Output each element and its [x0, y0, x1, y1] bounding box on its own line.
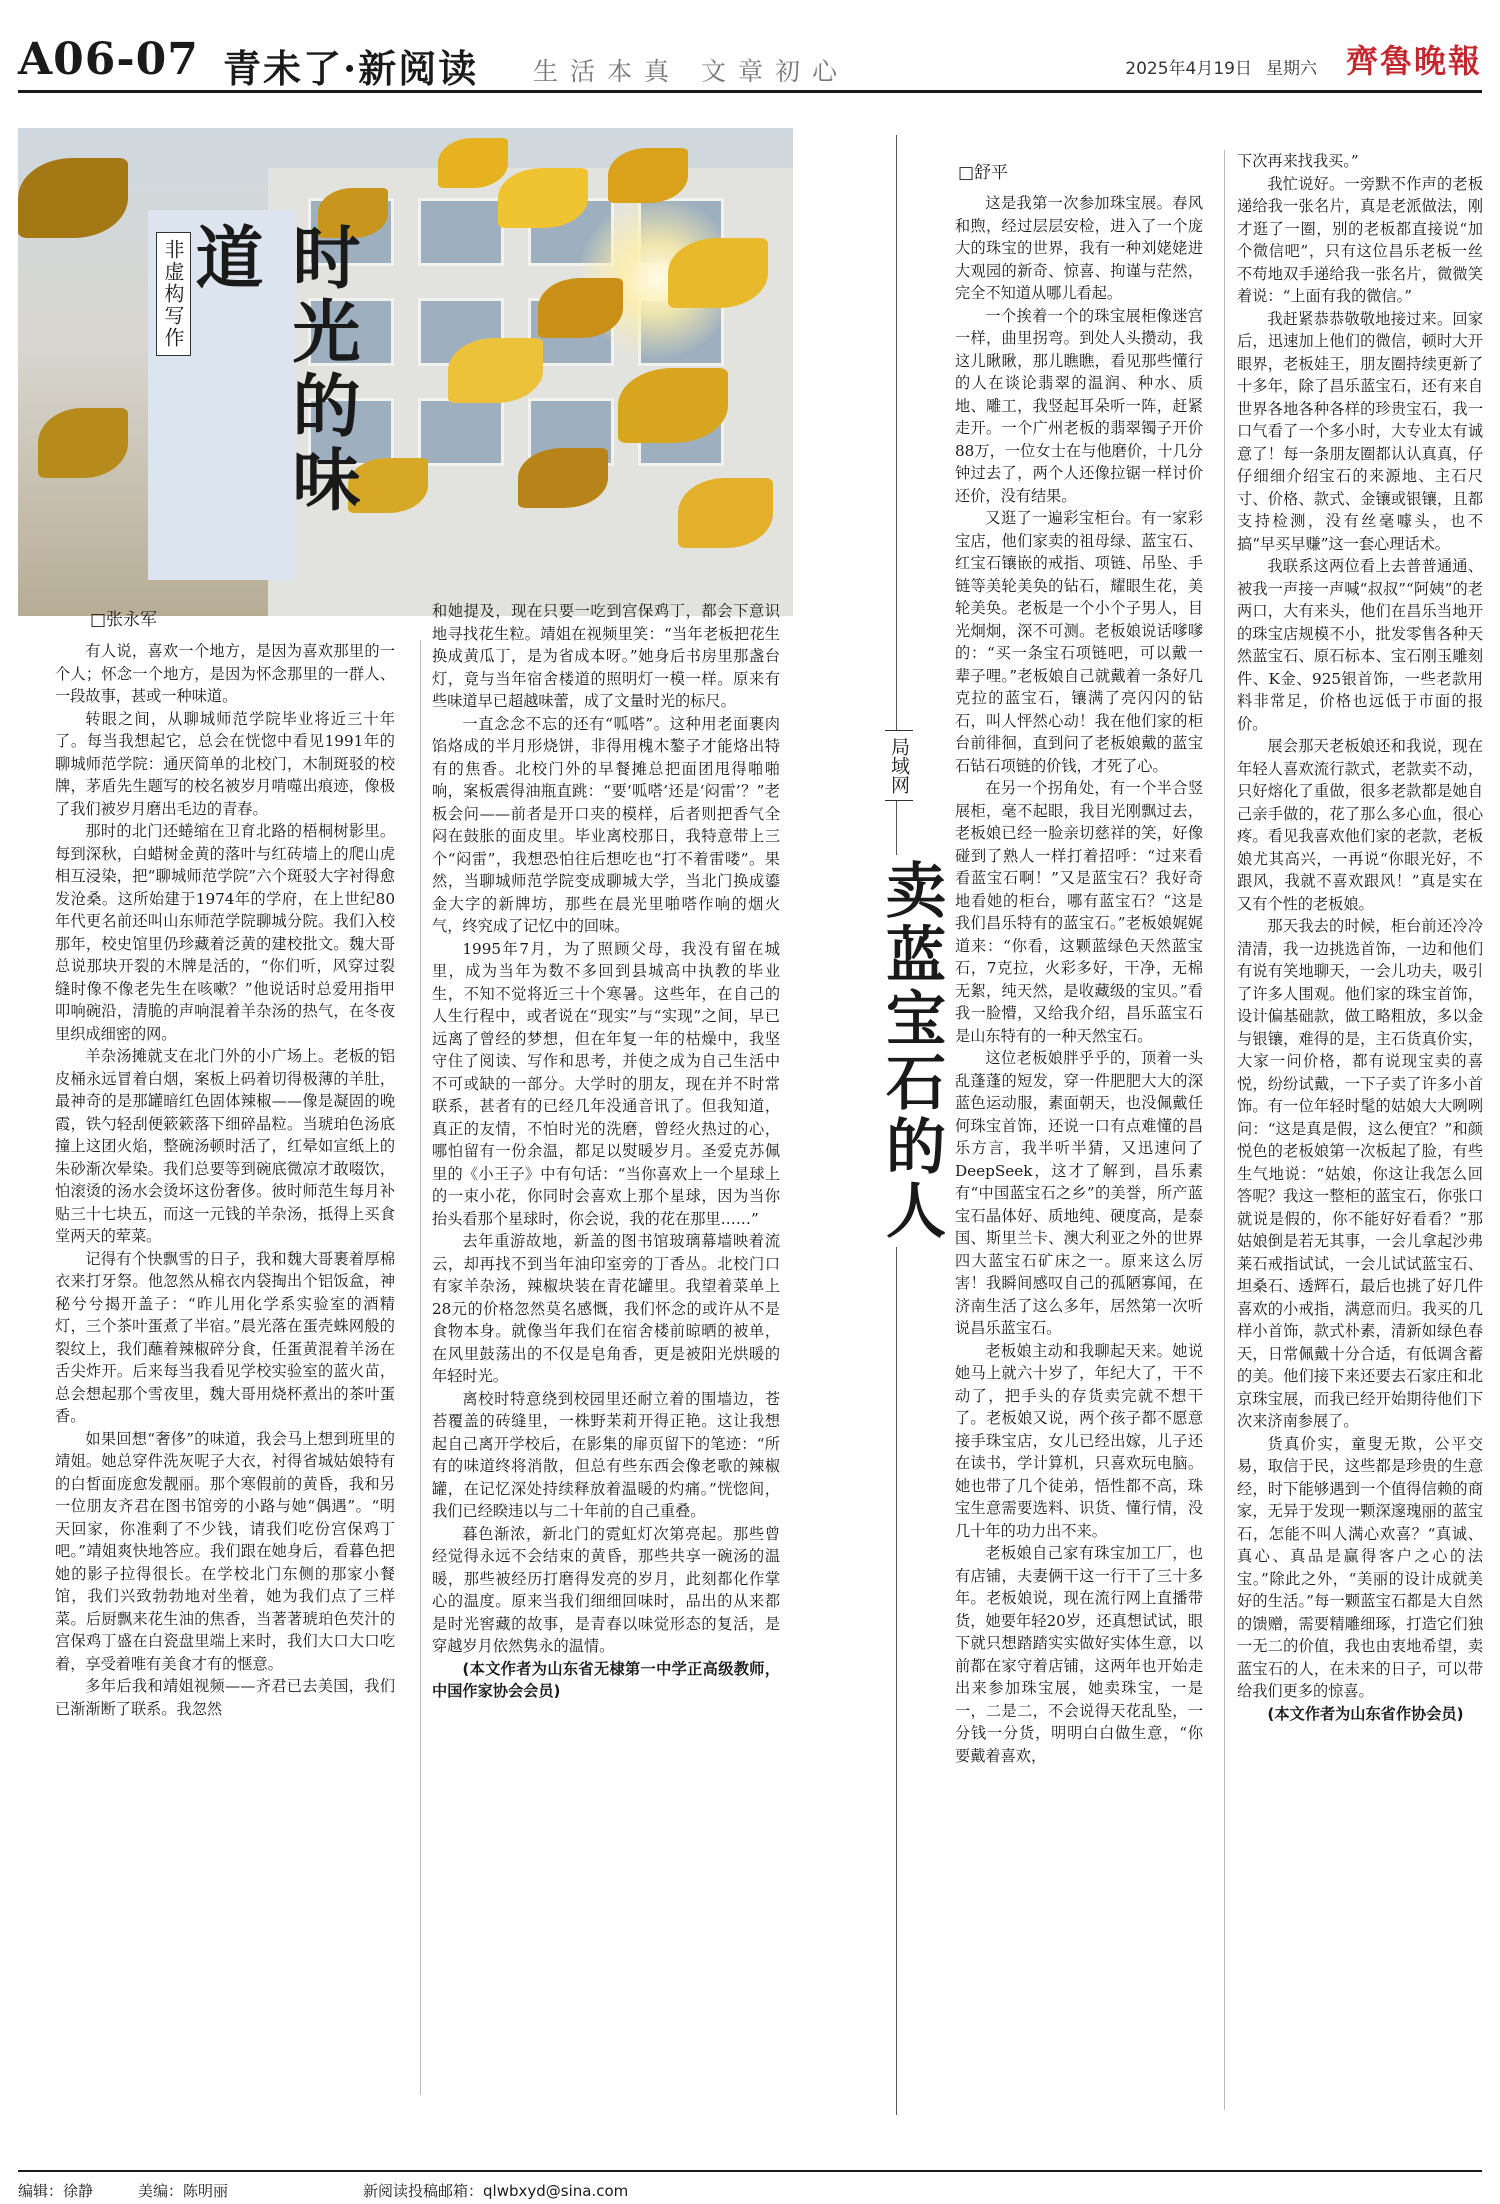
section-title: 青未了·新阅读 — [223, 46, 479, 91]
paragraph: 老板娘自己家有珠宝加工厂，也有店铺，夫妻俩干这一行干了三十多年。老板娘说，现在流行网上直播带货，她要年轻20岁，还真想试试，眼下就只想踏踏实实做好实体生意，以前都在家守着店铺，这两年也开始走出来参加珠宝展，她卖珠宝，一是一，二是二，不会说得天花乱坠，一分钱一分货，明明白白做生意，“你要戴着喜欢， — [955, 1544, 1203, 1765]
paragraph: 一个挨着一个的珠宝展柜像迷宫一样，曲里拐弯。到处人头攒动，我这儿瞅瞅，那儿瞧瞧，看见那些懂行的人在谈论翡翠的温润、种水、质地、雕工，我竖起耳朵听一阵，赶紧走开。一个广州老板的翡翠镯子开价88万，一位女士在与他磨价，十几分钟过去了，两个人还像拉锯一样讨价还价，没有结果。 — [955, 306, 1203, 505]
paragraph: 下次再来找我买。” — [1237, 152, 1359, 170]
author-note: (本文作者为山东省作协会员) — [1267, 1704, 1464, 1723]
paragraph: 这是我第一次参加珠宝展。春风和煦，经过层层安检，进入了一个庞大的珠宝的世界，我有一种刘姥姥进大观园的新奇、惊喜、拘谨与茫然，完全不知道从哪儿看起。 — [955, 194, 1203, 302]
issue-weekday: 星期六 — [1266, 59, 1317, 79]
genre-label: 非虚构写作 — [156, 232, 191, 356]
section-motto: 生活本真 文章初心 — [533, 57, 849, 86]
paragraph: 转眼之间，从聊城师范学院毕业将近三十年了。每当我想起它，总会在恍惚中看见1991年的聊城师范学院：通厌简单的北校门，木制斑驳的校牌，茅盾先生题写的校名被岁月啃噬出痕迹，像极了我们被岁月磨出毛边的青春。 — [55, 709, 395, 818]
paragraph: 货真价实，童叟无欺，公平交易，取信于民，这些都是珍贵的生意经，时下能够遇到一个值得信赖的商家，无异于发现一颗深邃瑰丽的蓝宝石，怎能不叫人满心欢喜？“真诚、真心、真品是赢得客户之心的法宝。”除此之外，“美丽的设计成就美好的生活。”每一颗蓝宝石都是大自然的馈赠，需要精雕细琢，打造它们独一无二的价值，我也由衷地希望，卖蓝宝石的人，在未来的日子，可以带给我们更多的惊喜。 — [1237, 1434, 1483, 1700]
paragraph: 记得有个快飘雪的日子，我和魏大哥裹着厚棉衣来打牙祭。他忽然从棉衣内袋掏出个铝饭盒，神秘兮兮揭开盖子：“昨儿用化学系实验室的酒精灯，三个茶叶蛋煮了半宿。”晨光落在蛋壳蛛网般的裂纹上，我们蘸着辣椒碎分食，任蛋黄混着羊汤在舌尖炸开。后来每当我看见学校实验室的蓝火苗，总会想起那个雪夜里，魏大哥用烧杯煮出的茶叶蛋香。 — [55, 1249, 395, 1425]
newspaper-logo: 齊魯晚報 — [1345, 42, 1482, 80]
paragraph: 那时的北门还蜷缩在卫育北路的梧桐树影里。每到深秋，白蜡树金黄的落叶与红砖墙上的爬山虎相互浸染，把“聊城师范学院”六个斑驳大字衬得愈发沧桑。这所始建于1974年的学府，在上世纪80年代更名前还叫山东师范学院聊城分院。我们入校那年，校史馆里仍珍藏着泛黄的建校批文。魏大哥总说那块开裂的木牌是活的，“你们听，风穿过裂缝时像不像老先生在咳嗽？”他说话时总爱用指甲叩响碗沿，清脆的声响混着羊杂汤的热气，在冬夜里织成细密的网。 — [55, 822, 395, 1043]
page-number: A06-07 — [18, 34, 199, 85]
paragraph: 又逛了一遍彩宝柜台。有一家彩宝店，他们家卖的祖母绿、蓝宝石、红宝石镶嵌的戒指、项链、吊坠、手链等美轮美奂的钻石，耀眼生花，美轮美奂。老板是一个小个子男人，目光炯炯，深不可测。老板娘说话嗲嗲的：“买一条宝石项链吧，可以戴一辈子哩。”老板娘自己就戴着一条好几克拉的蓝宝石，镶满了亮闪闪的钻石，叫人怦然心动！我在他们家的柜台前徘徊，直到问了老板娘戴的蓝宝石钻石项链的价钱，才死了心。 — [955, 509, 1203, 775]
category-tag: 局域网 — [885, 730, 913, 801]
article-column — [1237, 150, 1483, 1725]
article-title-box — [148, 210, 361, 580]
paragraph: 离校时特意绕到校园里还耐立着的围墙边，苍苔覆盖的砖缝里，一株野苿莉开得正艳。这让我想起自己离开学校后，在影集的扉页留下的笔迹：“所有的味道终将消散，但总有些东西会像老歌的辣椒罐，在记忆深处持续释放着温暖的灼痛。”恍惚间，我们已经睽违以与二十年前的自己重叠。 — [432, 1389, 780, 1520]
paragraph: 暮色渐浓，新北门的霓虹灯次第亮起。那些曾经觉得永远不会结束的黄昏，那些共享一碗汤的温暖，那些被经历打磨得发亮的岁月，此刻都化作掌心的温度。原来当我们细细回味时，品出的从来都是时光窖藏的故事，是青春以味觉形态的复活，是穿越岁月依然隽永的温情。 — [432, 1524, 780, 1655]
article-column — [955, 192, 1203, 1767]
paragraph: 和她提及，现在只要一吃到宫保鸡丁，都会下意识地寻找花生粒。靖姐在视频里笑：“当年老板把花生换成黄瓜丁，是为省成本呀。”她身后书房里那盏台灯，竟与当年宿舍楼道的照明灯一模一样。原来有些味道早已超越味蕾，成了文量时光的标尺。 — [432, 602, 780, 710]
paragraph: 一直念念不忘的还有“呱嗒”。这种用老面裹肉馅烙成的半月形烧饼，非得用槐木鏊子才能烙出特有的焦香。北校门外的早餐摊总把面团甩得啪啪响，案板震得油瓶直跳：“要‘呱嗒’还是‘闷雷’？”老板会问——前者是开口夹的模样，后者则把香气全闷在鼓胀的面皮里。毕业离校那日，我特意带上三个“闷雷”，我想恐怕往后想吃也“打不着雷喽”。果然，当聊城师范学院变成聊城大学，当北门换成鎏金大字的新牌坊，那些在晨光里啪嗒作响的烟火气，终究成了记忆中的回味。 — [432, 714, 780, 935]
author-byline: □舒平 — [958, 163, 1009, 183]
paragraph: 多年后我和靖姐视频——齐君已去美国，我们已渐渐断了联系。我忽然 — [55, 1677, 395, 1718]
paragraph: 展会那天老板娘还和我说，现在年轻人喜欢流行款式，老款卖不动，只好熔化了重做，很多老款都是她自己亲手做的，花了那么多心血，很心疼。看见我喜欢他们家的老款，老板娘尤其高兴，一再说“你眼光好，不跟风，我就不喜欢跟风！”真是实在又有个性的老板娘。 — [1237, 737, 1483, 913]
page-header — [18, 30, 1482, 93]
designer-credit: 美编：陈明丽 — [138, 2182, 229, 2200]
paragraph: 我忙说好。一旁默不作声的老板递给我一张名片，真是老派做法，刚才逛了一圈，别的老板都直接说“加个微信吧”，只有这位昌乐老板一丝不苟地双手递给我一张名片，微微笑着说：“上面有我的微信。” — [1237, 174, 1483, 305]
author-byline: □张永军 — [90, 610, 158, 630]
paragraph: 羊杂汤摊就支在北门外的小广场上。老板的铝皮桶永远冒着白烟，案板上码着切得极薄的羊肚，最神奇的是那罐暗红色固体辣椒——像是凝固的晚霞，铁勺轻刮便簌簌落下细碎晶粒。当琥珀色汤底撞上这团火焰，整碗汤顿时活了，红晕如宣纸上的朱砂渐次晕染。我们总要等到碗底微凉才敢啜饮，怕滚烫的汤水会烫坏这份奢侈。彼时师范生每月补贴三十七块五，而这一元钱的羊杂汤，抵得上买食堂两天的荤菜。 — [55, 1047, 395, 1245]
paragraph: 1995年7月，为了照顾父母，我没有留在城里，成为当年为数不多回到县城高中执教的毕业生，不知不觉将近三十个寒暑。这些年，在自己的人生行程中，或者说在“现实”与“实现”之间，早已远离了曾经的梦想，但在年复一年的枯燥中，我坚守住了阅读、写作和思考，并使之成为自己生活中不可或缺的一部分。大学时的朋友，现在并不时常联系，甚者有的已经几年没通音讯了。但我知道，真正的友情，不怕时光的洗磨，曾经火热过的心，哪怕留有一份余温，都足以熨暖岁月。圣爱克苏佩里的《小王子》中有句话：“当你喜欢上一个星球上的一束小花，你同时会喜欢上那个星球，因为当你抬头看那个星球时，你会说，我的花在那里……” — [432, 939, 780, 1228]
article-title: 时光的味道 — [184, 222, 361, 518]
paragraph: 去年重游故地，新盖的图书馆玻璃幕墙映着流云，却再找不到当年油印室旁的丁香丛。北校门口有家羊杂汤，辣椒块装在青花罐里。我望着菜单上28元的价格忽然莫名感慨，我们怀念的或许从不是食物本身。就像当年我们在宿舍楼前晾晒的被单，在风里鼓荡出的不仅是皂角香，更是被阳光烘暖的年轻时光。 — [432, 1232, 780, 1385]
submission-email: 新阅读投稿邮箱：qlwbxyd@sina.com — [363, 2182, 629, 2200]
article-column — [55, 640, 395, 1720]
author-note: (本文作者为山东省无棣第一中学正高级教师，中国作家协会会员) — [432, 1659, 780, 1700]
column-divider — [420, 640, 421, 2095]
editor-credit: 编辑：徐静 — [18, 2182, 94, 2200]
paragraph: 如果回想“奢侈”的味道，我会马上想到班里的靖姐。她总穿件洗灰呢子大衣，衬得省城姑娘特有的白皙面庞愈发靓丽。那个寒假前的黄昏，我和另一位朋友齐君在图书馆旁的小路与她“偶遇”。“明天回家，你准剩了不少钱，请我们吃份宫保鸡丁吧。”靖姐爽快地答应。我们跟在她身后，看暮色把她的影子拉得很长。在学校北门东侧的那家小餐馆，我们兴致勃勃地对坐着，她为我们点了三样菜。后厨飘来花生油的焦香，当著著琥珀色芡汁的宫保鸡丁盛在白瓷盘里端上来时，我们大口大口吃着，享受着唯有美食才有的惬意。 — [55, 1429, 395, 1673]
issue-date: 2025年4月19日 — [1125, 59, 1252, 79]
paragraph: 我赶紧恭恭敬敬地接过来。回家后，迅速加上他们的微信，顿时大开眼界，老板娃王，朋友圈持续更新了十多年，除了昌乐蓝宝石，还有来自世界各地各种各样的珍贵宝石，我一口气看了一个多小时，大专业太有诚意了！每一条朋友圈都认认真真，仔仔细细介绍宝石的来源地、主石尺寸、价格、款式、金镶或银镶，且都支持检测，没有丝毫噱头，也不搞“早买早赚”这一套心理话术。 — [1237, 309, 1483, 553]
article-title: 卖蓝宝石的人 — [868, 855, 954, 1247]
paragraph: 有人说，喜欢一个地方，是因为喜欢那里的一个人；怀念一个地方，是因为怀念那里的一群人、一段故事，甚或一种味道。 — [55, 642, 395, 705]
paragraph: 这位老板娘胖乎乎的，顶着一头乱蓬蓬的短发，穿一件肥肥大大的深蓝色运动服，素面朝天，也没佩戴任何珠宝首饰，还说一口有点难懂的昌乐方言，我半听半猜，又迅速问了DeepSeek，这才了解到，昌乐素有“中国蓝宝石之乡”的美誉，所产蓝宝石晶体好、质地纯、硬度高，是泰国、斯里兰卡、澳大利亚之外的世界四大蓝宝石矿床之一。原来这么厉害！我瞬间感叹自己的孤陋寡闻，在济南生活了这么多年，居然第一次听说昌乐蓝宝石。 — [955, 1049, 1203, 1337]
page-footer — [18, 2170, 1482, 2200]
paragraph: 在另一个拐角处，有一个半合竖展柜，毫不起眼，我目光刚飘过去，老板娘已经一脸亲切慈祥的笑，好像碰到了熟人一样打着招呼：“过来看看蓝宝石啊！”又是蓝宝石？我好奇地看她的柜台，哪有蓝宝石？“这是我们昌乐特有的蓝宝石。”老板娘娓娓道来：“你看，这颗蓝绿色天然蓝宝石，7克拉，火彩多好，干净，无棉无絮，纯天然，是收藏级的宝贝。”看我一脸懵，又给我介绍，昌乐蓝宝石是山东特有的一种天然宝石。 — [955, 779, 1203, 1045]
article-column — [432, 600, 780, 1703]
paragraph: 老板娘主动和我聊起天来。她说她马上就六十岁了，年纪大了，干不动了，把手头的存货卖完就不想干了。老板娘又说，两个孩子都不愿意接手珠宝店，女儿已经出嫁，儿子还在读书，学计算机，只喜欢玩电脑。她也带了几个徒弟，悟性都不高，珠宝生意需要选料、识货、懂行情，没几十年的功力出不来。 — [955, 1341, 1203, 1540]
column-divider — [1224, 150, 1225, 2110]
article-photo — [18, 128, 793, 616]
paragraph: 那天我去的时候，柜台前还冷冷清清，我一边挑选首饰，一边和他们有说有笑地聊天，一会儿功夫，吸引了许多人围观。他们家的珠宝首饰，设计偏基础款，做工略粗放，多以金与银镶，难得的是，主石货真价实，大家一问价格，都有说现宝卖的喜悦，纷纷试戴，一下子卖了许多小首饰。有一位年轻时髦的姑娘大大咧咧问：“这是真是假，这么便宜？”和颜悦色的老板娘第一次板起了脸，有些生气地说：“姑娘，你这让我怎么回答呢？我这一整柜的蓝宝石，你张口就说是假的，你不能好好看看？”那姑娘倒是若无其事，一会儿拿起沙弗莱石戒指试试，一会儿试试蓝宝石、坦桑石、透辉石，最后也挑了好几件喜欢的小戒指，满意而归。我买的几样小首饰，款式朴素，清新如绿色春天，日常佩戴十分合适，有低调含蓄的美。他们接下来还要去石家庄和北京珠宝展，而我已经开始期待他们下次来济南参展了。 — [1237, 917, 1483, 1430]
paragraph: 我联系这两位看上去普普通通、被我一声接一声喊“叔叔”“阿姨”的老两口，大有来头，他们在昌乐当地开的珠宝店规模不小，批发零售各种天然蓝宝石、原石标本、宝石刚玉雕刻件、K金、925银首饰，一些老款用料非常足，价格也远低于市面的报价。 — [1237, 557, 1483, 733]
